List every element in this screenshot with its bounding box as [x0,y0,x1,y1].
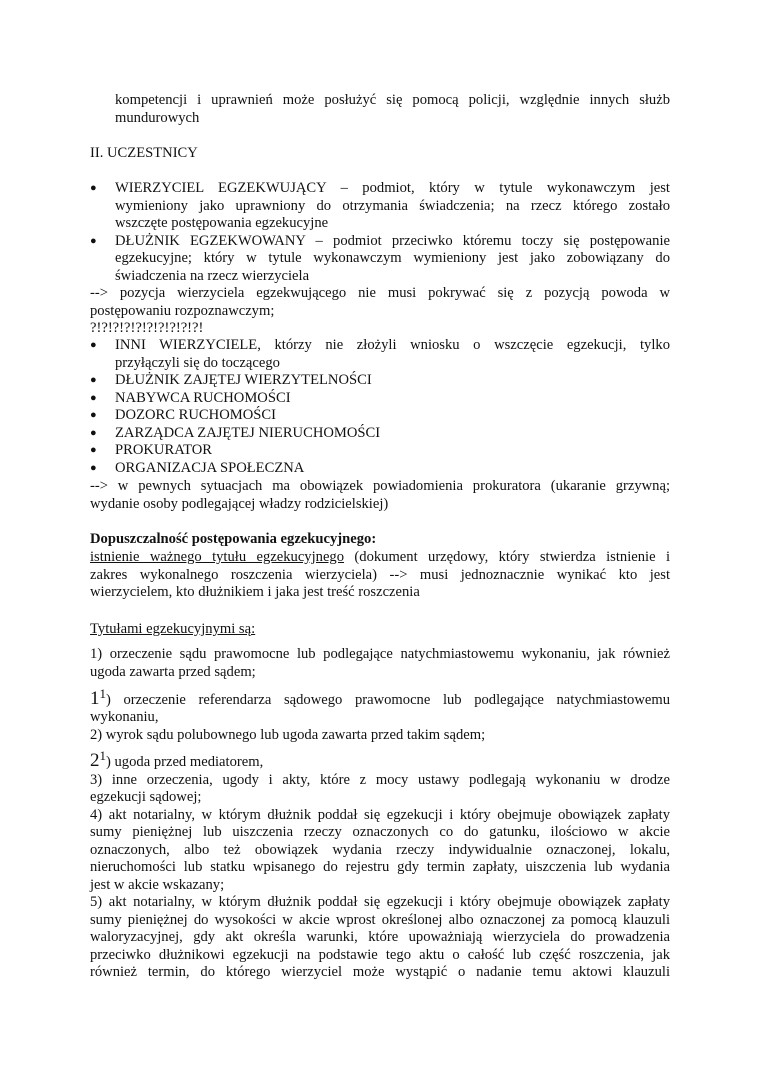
list-item: ● INNI WIERZYCIELE, którzy nie złożyli wniosku o wszczęcie egzekucji, tylko przyłączyli się do toczącego [90,337,670,371]
list-item: ● DOZORC RUCHOMOŚCI [90,407,276,423]
list-item: 5) akt notarialny, w którym dłużnik poddał się egzekucji i który obejmuje obowiązek zapłaty sumy pieniężnej do wysokości w akcie wprost określonej albo oznaczonej za pomocą klauzuli waloryzacyjnej, gdy akt określa warunki, które upoważniają wierzyciela do prowadzenia przeciwko dłużnikowi egzekucji na podstawie tego aktu o całość lub część roszczenia, jak również termin, do którego wierzyciel może wystąpić o nadanie temu aktowi klauzuli [90,894,670,981]
list-item: ● PROKURATOR [90,442,213,458]
bullet-icon: ● [90,444,97,456]
bullet-icon: ● [90,426,97,439]
continuation-paragraph: kompetencji i uprawnień może posłużyć się pomocą policji, względnie innych służb mundurowych [115,92,670,126]
list-item: $2^1$) ugoda przed mediatorem, [90,748,264,772]
note-paragraph-prokurator: --> w pewnych sytuacjach ma obowiązek powiadomienia prokuratora (ukaranie grzywną; wydanie osoby podlegającej władzy rodzicielskiej) [90,478,670,512]
bullet-icon: ● [90,339,97,351]
list-item: ● WIERZYCIEL EGZEKWUJĄCY – podmiot, który w tytule wykonawczym jest wymieniony jako uprawniony do otrzymania świadczenia; na rzecz którego zostało wszczęte postępowania egzekucyjne [90,180,670,231]
bullet-icon: ● [90,374,97,386]
bullet-icon: ● [90,234,97,247]
section-heading-dopuszczalnosc: Dopuszczalność postępowania egzekucyjnego: [90,531,377,547]
list-item: $1^1$) orzeczenie referendarza sądowego prawomocne lub podlegające natychmiastowemu wykonaniu, [90,686,670,726]
list-item: 4) akt notarialny, w którym dłużnik poddał się egzekucji i który obejmuje obowiązek zapłaty sumy pieniężnej lub uiszczenia rzeczy oznaczonych co do gatunku, ilościowo w akcie oznaczonych, albo też obowiązek wydania rzeczy indywidualnie oznaczonej, lokalu, nieruchomości lub statku wpisanego do rejestru gdy termin zapłaty, uiszczenia lub wydania jest w akcie wskazany; [90,806,670,893]
bullet-icon: ● [90,409,97,421]
list-item: ● DŁUŻNIK EGZEKWOWANY – podmiot przeciwko któremu toczy się postępowanie egzekucyjne; który w tytule wykonawczym wymieniony jest jako zobowiązany do świadczenia na rzecz wierzyciela [90,232,670,284]
tytuly-list [90,646,670,982]
note-paragraph: --> pozycja wierzyciela egzekwującego nie musi pokrywać się z pozycją powoda w postępowaniu rozpoznawczym; [90,285,670,319]
tytuly-heading: Tytułami egzekucyjnymi są: [90,621,256,637]
list-item: ● ZARZĄDCA ZAJĘTEJ NIERUCHOMOŚCI [90,424,381,441]
bullet-icon: ● [90,391,97,404]
underlined-term: istnienie ważnego tytułu egzekucyjnego [90,549,345,565]
bullet-icon: ● [90,461,97,474]
list-item: ● ORGANIZACJA SPOŁECZNA [90,459,305,476]
list-item: ● NABYWCA RUCHOMOŚCI [90,389,291,406]
participants-list-secondary [90,337,670,477]
list-item: 1) orzeczenie sądu prawomocne lub podlegające natychmiastowemu wykonaniu, jak również ugoda zawarta przed sądem; [90,646,670,680]
question-marks: ?!?!?!?!?!?!?!?!?!?! [90,320,204,336]
list-item: 3) inne orzeczenia, ugody i akty, które z mocy ustawy podlegają wykonaniu w drodze egzekucji sądowej; [90,771,670,806]
section-title: II. UCZESTNICY [90,145,198,161]
participants-list-primary [90,180,670,285]
bullet-icon: ● [90,182,97,194]
list-item: 2) wyrok sądu polubownego lub ugoda zawarta przed takim sądem; [90,726,486,743]
list-item: ● DŁUŻNIK ZAJĘTEJ WIERZYTELNOŚCI [90,372,372,388]
dopuszczalnosc-paragraph: istnienie ważnego tytułu egzekucyjnego (dokument urzędowy, który stwierdza istnienie i zakres wykonalnego roszczenia wierzyciela) --> musi jednoznacznie wynikać kto jest wierzycielem, kto dłużnikiem i jaka jest treść roszczenia [90,549,670,600]
